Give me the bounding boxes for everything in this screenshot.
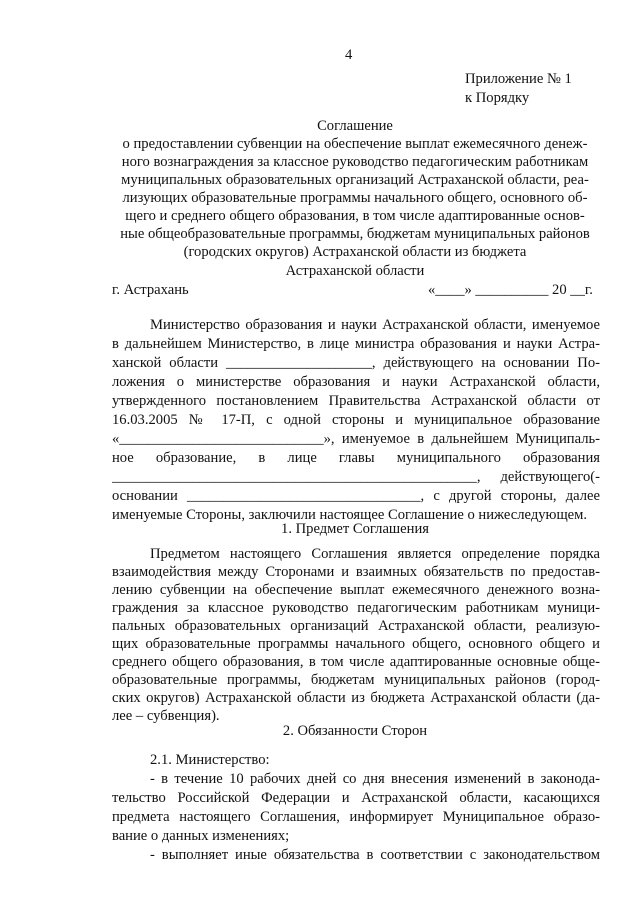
section-1-line: ских округов) Астраханской области из бюджета Астраханской области (да- [112,690,600,706]
section-1-heading: 1. Предмет Соглашения [281,521,429,537]
title-line: ные общеобразовательные программы, бюджетам муниципальных районов [120,226,590,242]
section-2-line: тельство Российской Федерации и Астраханской области, касающихся [112,790,600,806]
preamble-line: именуемые Стороны, заключили настоящее Соглашение о нижеследующем. [112,507,588,523]
section-1-line: лению субвенции на обеспечение выплат ежемесячного денежного возна- [112,582,600,598]
section-1-line: взаимодействия между Сторонами и взаимных обязательств по предостав- [112,564,600,580]
preamble-line: Министерство образования и науки Астраханской области, именуемое [150,317,600,333]
section-2-1-heading: 2.1. Министерство: [150,752,270,768]
title-line: ного вознаграждения за классное руководство педагогическим работникам [121,154,589,170]
appendix-line-1: Приложение № 1 [465,71,572,87]
section-2-line: - в течение 10 рабочих дней со дня внесения изменений в законода- [150,771,600,787]
title-line: щего и среднего общего образования, в том числе адаптированные основ- [125,208,585,224]
preamble-line: ное образование, в лице главы муниципального образования [112,450,600,466]
title-line: лизующих образовательные программы начального общего, основного об- [122,190,588,206]
title-line: о предоставлении субвенции на обеспечение выплат ежемесячного денеж- [122,136,588,152]
appendix-line-2: к Порядку [465,90,530,106]
preamble-line: __________________________________________________, действующего(- [112,469,600,485]
section-2-line: вание о данных изменениях; [112,828,290,844]
title-line: (городских округов) Астраханской области из бюджета [183,244,527,260]
title-line: Астраханской области [285,263,425,279]
section-1-line: Предметом настоящего Соглашения является определение порядка [150,546,600,562]
section-2-line: - выполняет иные обязательства в соответствии с законодательством [150,847,600,863]
preamble-line: основании ________________________________, с другой стороны, далее [112,488,600,504]
agreement-heading: Соглашение [317,118,393,134]
agreement-date: «____» __________ 20 __г. [428,282,593,298]
preamble-line: ложения о министерстве образования и науки Астраханской области, [112,374,600,390]
section-1-line: щих образовательные программы начального общего, основного общего и [112,636,600,652]
section-1-line: среднего общего образования, в том числе адаптированные основные обще- [112,654,600,670]
section-1-line: лее – субвенция). [112,708,220,724]
page-number: 4 [345,47,353,63]
section-2-line: предмета настоящего Соглашения, информирует Муниципальное образо- [112,809,600,825]
section-2-heading: 2. Обязанности Сторон [282,723,428,739]
section-1-line: граждения за классное руководство педагогическим работникам муници- [112,600,600,616]
city: г. Астрахань [112,282,189,298]
preamble-line: 16.03.2005 № 17-П, с одной стороны и муниципальное образование [112,412,600,428]
section-1-line: образовательные программы, бюджетам муниципальных районов (город- [112,672,600,688]
preamble-line: ханской области ____________________, действующего на основании По- [112,355,600,371]
preamble-line: утвержденного постановлением Правительства Астраханской области от [112,393,600,409]
section-1-line: пальных образовательных организаций Астраханской области, реализую- [112,618,600,634]
preamble-line: в дальнейшем Министерство, в лице министра образования и науки Астра- [112,336,600,352]
title-line: муниципальных образовательных организаций Астраханской области, реа- [121,172,589,188]
preamble-line: «____________________________», именуемое в дальнейшем Муниципаль- [112,431,600,447]
